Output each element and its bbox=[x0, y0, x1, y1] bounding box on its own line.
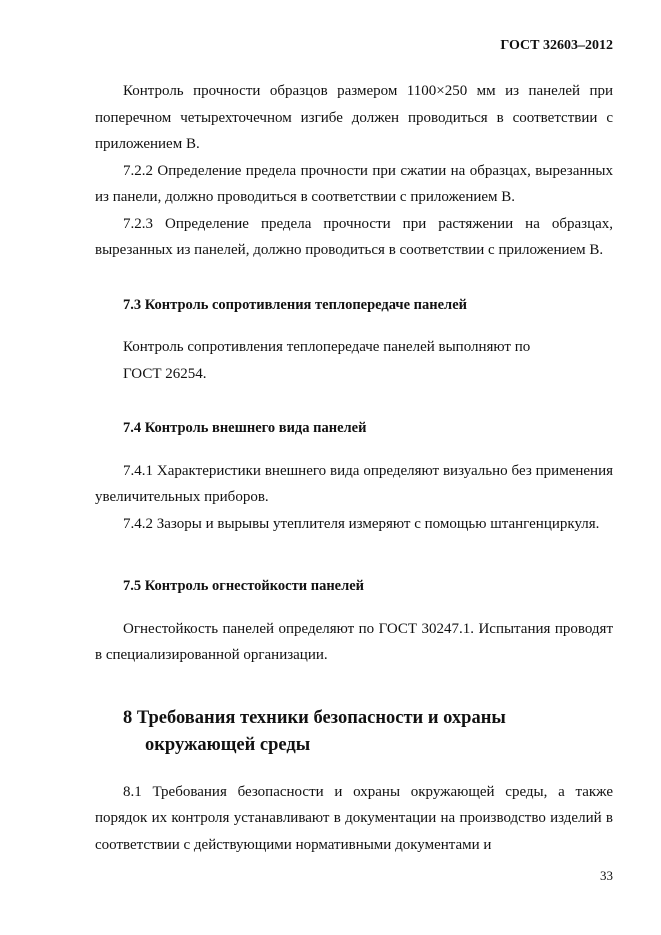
paragraph-7-2-3: 7.2.3 Определение предела прочности при растяжении на образцах, вырезанных из панелей, должно проводиться в соответствии с приложением В. bbox=[95, 215, 613, 258]
paragraph-7-2-2: 7.2.2 Определение предела прочности при сжатии на образцах, вырезанных из панели, должно проводиться в соответствии с приложением В. bbox=[95, 162, 613, 205]
section-heading-7-3: 7.3 Контроль сопротивления теплопередаче панелей bbox=[123, 296, 467, 313]
page-number: 33 bbox=[600, 868, 613, 883]
section-heading-8 bbox=[123, 705, 613, 759]
section-heading-8-line2: окружающей среды bbox=[145, 734, 311, 755]
document-header: ГОСТ 32603–2012 bbox=[500, 38, 613, 53]
paragraph-7-4-1: 7.4.1 Характеристики внешнего вида определяют визуально без применения увеличительных приборов. bbox=[95, 462, 613, 505]
paragraph-intro: Контроль прочности образцов размером 1100×250 мм из панелей при поперечном четырехточечном изгибе должен проводиться в соответствии с приложением В. bbox=[95, 83, 613, 152]
section-heading-7-5: 7.5 Контроль огнестойкости панелей bbox=[123, 578, 365, 594]
paragraph-7-3-line1: Контроль сопротивления теплопередаче панелей выполняют по bbox=[123, 339, 531, 355]
paragraph-7-4-2: 7.4.2 Зазоры и вырывы утеплителя измеряют с помощью штангенциркуля. bbox=[123, 515, 600, 532]
paragraph-7-3-line2: ГОСТ 26254. bbox=[123, 365, 207, 382]
section-heading-8-line1: 8 Требования техники безопасности и охраны bbox=[123, 707, 506, 728]
paragraph-7-5: Огнестойкость панелей определяют по ГОСТ 30247.1. Испытания проводят в специализированной организации. bbox=[95, 620, 613, 663]
section-heading-7-4: 7.4 Контроль внешнего вида панелей bbox=[123, 420, 367, 436]
paragraph-8-1: 8.1 Требования безопасности и охраны окружающей среды, а также порядок их контроля устанавливают в документации на производство изделий в соответствии с действующими нормативными документами и bbox=[95, 783, 613, 853]
page-body bbox=[95, 78, 613, 858]
